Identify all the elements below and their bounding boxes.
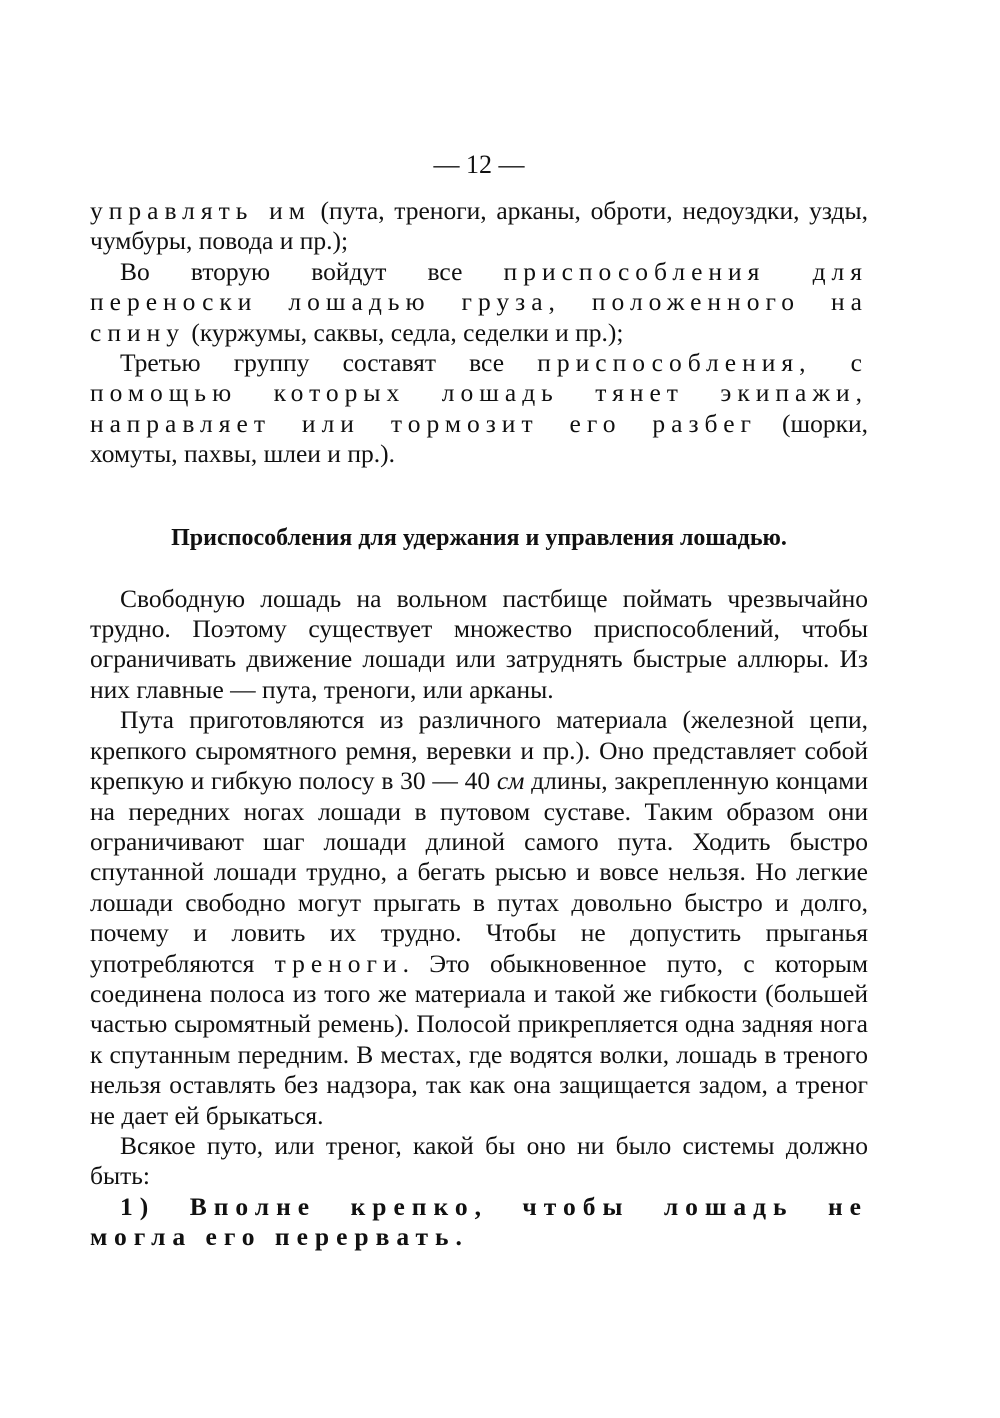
text-run: . Это обыкновенное путо, с которым соединена полоса из того же материала и такой же гибкости (большей частью сыромятный ремень). Полосой прикрепляется одна задняя нога к спутанным передним. В местах, где водятся волки, лошадь в треного нельзя оставлять без надзора, так как она защищается задом, а треног не дает ей брыкаться. bbox=[90, 948, 868, 1130]
intro-paragraph-1 bbox=[90, 196, 868, 257]
spaced-phrase: управлять им bbox=[90, 196, 311, 225]
intro-paragraph-2 bbox=[90, 257, 868, 348]
text-run: (пута, треноги, арканы, оброти, недоуздки, узды, чумбуры, повода и пр.); bbox=[90, 196, 868, 256]
text-run: длины, закрепленную концами на передних ногах лошади в путовом суставе. Таким образом они ограничивают шаг лошади длиной самого пута. Ходить быстро спутанной лошади трудно, а бегать рысью и вовсе нельзя. Но легкие лошади свободно могут прыгать в путах довольно быстро и долго, почему и ловить их трудно. Чтобы не допустить прыганья употребляются bbox=[90, 766, 868, 978]
page bbox=[90, 150, 868, 1253]
section-heading: Приспособления для удержания и управления лошадью. bbox=[171, 524, 787, 551]
body-paragraph-1: Свободную лошадь на вольном пастбище поймать чрезвычайно трудно. Поэтому существует множество приспособлений, чтобы ограничивать движение лошади или затруднять быстрые аллюры. Из них главные — пута, треноги, или арканы. bbox=[90, 583, 868, 704]
body-paragraph-3: Всякое путо, или треног, какой бы оно ни было системы должно быть: bbox=[90, 1130, 868, 1191]
spaced-term: треноги bbox=[274, 948, 403, 978]
text-run: Третью группу составят все bbox=[120, 348, 538, 378]
spaced-phrase: приспособления, с помощью которых лошадь тянет экипажи, направляет или тормозит его разбег bbox=[90, 348, 869, 438]
unit-text: см bbox=[496, 766, 525, 796]
text-run: Пута приготовляются из различного материала (железной цепи, крепкого сыромятного ремня, веревки и пр.). Оно представляет собой крепкую и гибкую полосу в 30 — 40 bbox=[90, 705, 868, 796]
text-run: Во вторую войдут все bbox=[120, 256, 504, 286]
body-section bbox=[90, 584, 868, 1253]
body-paragraph-2 bbox=[90, 705, 868, 1131]
body-paragraph-4: 1) Вполне крепко, чтобы лошадь не могла его перервать. bbox=[90, 1191, 868, 1252]
text-run: (куржумы, саквы, седла, седелки и пр.); bbox=[185, 317, 624, 347]
intro-section bbox=[90, 196, 868, 470]
spaced-phrase: приспособления для переноски лошадью груза, положенного на спину bbox=[90, 256, 868, 347]
intro-paragraph-3 bbox=[90, 348, 868, 470]
text-run: (шорки, хомуты, пахвы, шлеи и пр.). bbox=[90, 408, 868, 469]
page-number: — 12 — bbox=[433, 150, 525, 179]
